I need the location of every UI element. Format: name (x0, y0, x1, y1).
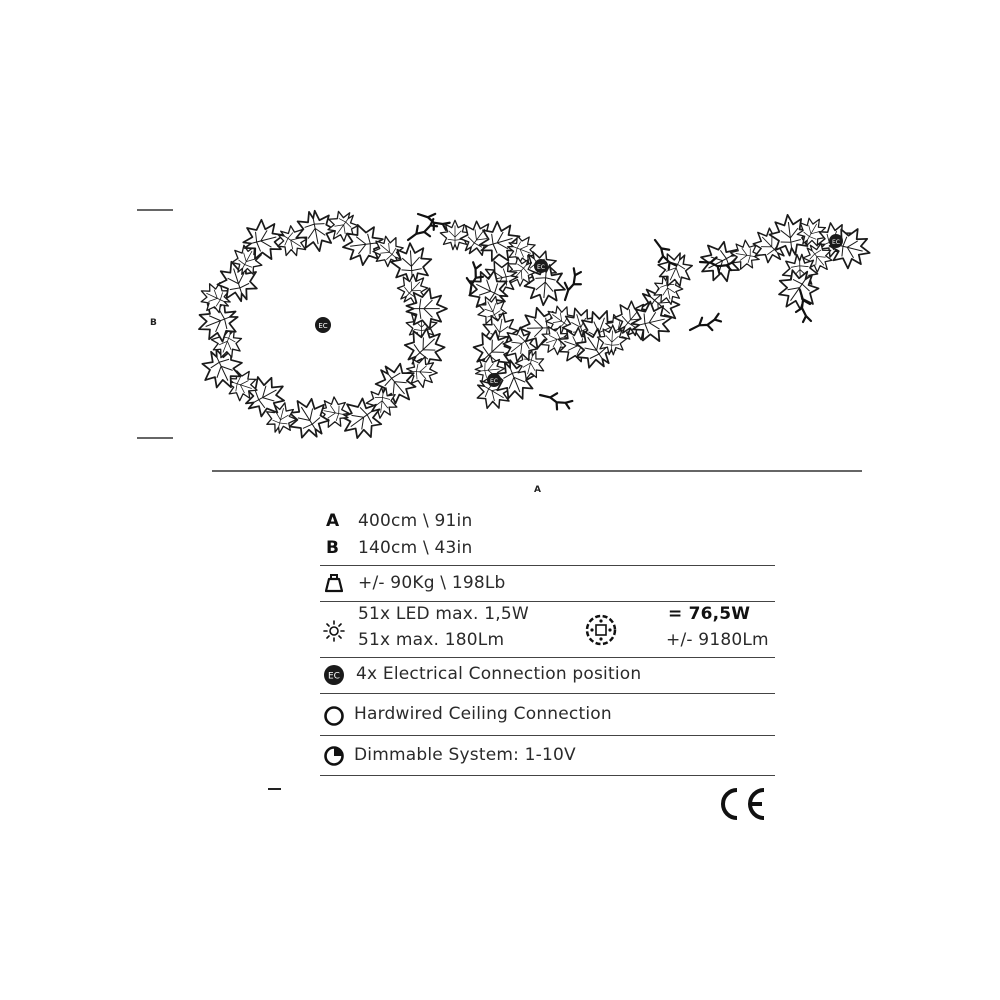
ec-marker-upper (534, 259, 548, 273)
dim-b-value: 140cm \ 43in (358, 538, 473, 558)
dim-b-key: B (326, 538, 339, 558)
weight-value: +/- 90Kg \ 198Lb (358, 573, 506, 593)
sun-icon (323, 620, 345, 642)
total-lumens: +/- 9180Lm (666, 630, 769, 650)
ec-marker-lower (487, 373, 501, 387)
dim-a-value: 400cm \ 91in (358, 511, 473, 531)
dimmer-icon (323, 745, 345, 767)
a-dimension-marker: A (534, 485, 541, 495)
ceiling-label: Hardwired Ceiling Connection (354, 704, 612, 724)
weight-icon (325, 573, 343, 593)
led-board-icon (584, 613, 618, 647)
b-dimension-marker: B (150, 318, 157, 328)
dimmable-label: Dimmable System: 1-10V (354, 745, 576, 765)
spec-dimmable-row (320, 736, 775, 776)
svg-text:EC: EC (490, 378, 498, 385)
svg-text:EC: EC (328, 671, 340, 682)
spec-dimensions-row (320, 508, 775, 566)
ce-mark-icon (716, 786, 768, 822)
spec-table (320, 508, 775, 776)
ec-marker-right (829, 234, 843, 248)
ec-icon (323, 664, 345, 686)
spec-light-row (320, 602, 775, 658)
svg-text:EC: EC (832, 239, 840, 246)
ec-marker-center (315, 317, 331, 333)
connection-label: 4x Electrical Connection position (356, 664, 642, 684)
spec-weight-row (320, 566, 775, 602)
ring-icon (323, 705, 345, 727)
spec-ceiling-row (320, 694, 775, 736)
footer-tick (268, 788, 281, 790)
svg-text:EC: EC (318, 322, 328, 330)
svg-text:EC: EC (537, 264, 545, 271)
spec-connection-row (320, 658, 775, 694)
led-count-watts: 51x LED max. 1,5W (358, 604, 529, 624)
dim-a-key: A (326, 511, 340, 531)
total-watts: = 76,5W (668, 604, 751, 624)
led-count-lumens: 51x max. 180Lm (358, 630, 505, 650)
